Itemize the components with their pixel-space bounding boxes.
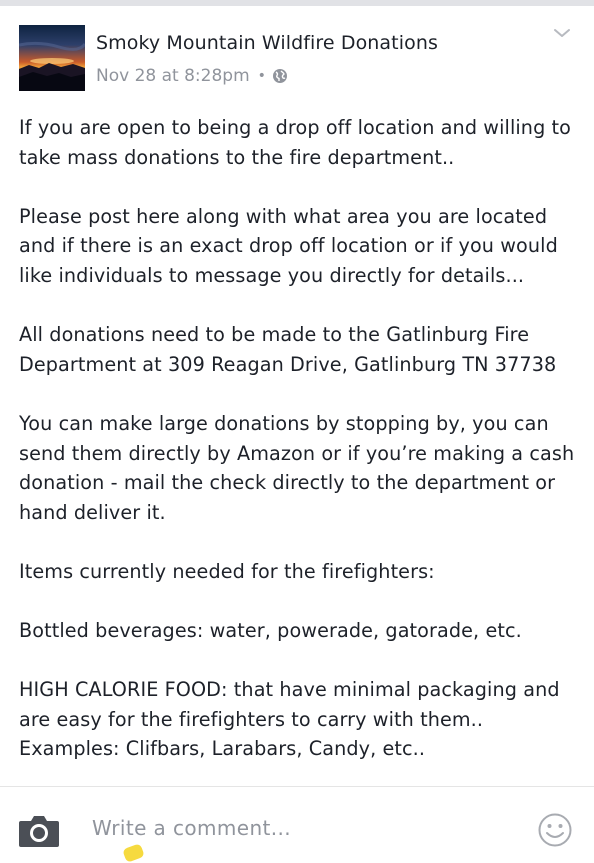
meta-separator: •: [257, 68, 266, 84]
page-name-link[interactable]: Smoky Mountain Wildfire Donations: [96, 32, 438, 54]
post-paragraph: If you are open to being a drop off location and willing to take mass donations to the fire department..: [19, 116, 572, 169]
top-divider-bar: [0, 0, 594, 6]
post-paragraph: Items currently needed for the firefighters:: [19, 559, 435, 583]
post-timestamp[interactable]: Nov 28 at 8:28pm: [96, 66, 250, 86]
post-paragraph: HIGH CALORIE FOOD: that have minimal packaging and are easy for the firefighters to carry with them.. Examples: Clifbars, Larabars, Candy, etc..: [19, 678, 560, 761]
globe-icon: [272, 68, 288, 84]
comment-input[interactable]: Write a comment...: [92, 816, 292, 840]
post-paragraph: Please post here along with what area you are located and if there is an exact drop off location or if you would like individuals to message you directly for details...: [19, 204, 558, 287]
page-avatar[interactable]: [19, 25, 85, 91]
avatar-landscape-image: [19, 25, 85, 91]
post-paragraph: You can make large donations by stopping by, you can send them directly by Amazon or if you’re making a cash donation - mail the check directly to the department or hand deliver it.: [19, 411, 575, 524]
chevron-down-icon[interactable]: [552, 26, 572, 40]
camera-icon[interactable]: [18, 814, 60, 848]
post-paragraph: Bottled beverages: water, powerade, gatorade, etc.: [19, 619, 522, 643]
touch-indicator: [122, 843, 145, 863]
post-body: [19, 113, 585, 794]
post-meta: [96, 65, 288, 87]
post-paragraph: All donations need to be made to the Gatlinburg Fire Department at 309 Reagan Drive, Gatlinburg TN 37738: [19, 323, 557, 376]
smiley-icon[interactable]: [537, 812, 573, 848]
comment-bar-divider: [0, 786, 594, 787]
